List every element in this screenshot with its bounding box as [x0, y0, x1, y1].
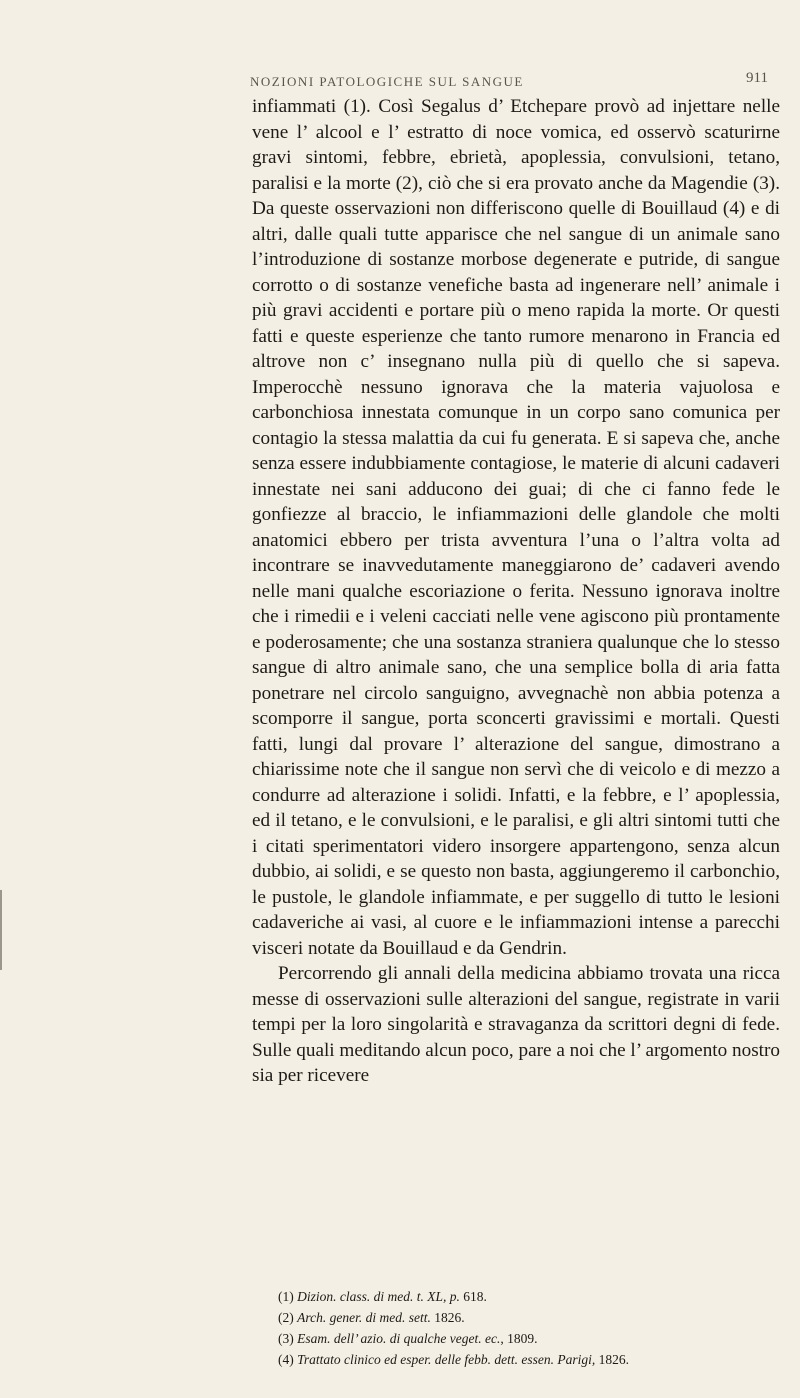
footnote-3: [278, 1328, 778, 1349]
page-number: 911: [746, 70, 768, 86]
footnote-2: [278, 1307, 778, 1328]
footnote-source: Trattato clinico ed esper. delle febb. dett. essen. Parigi,: [297, 1352, 596, 1367]
footnote-detail: 618.: [463, 1289, 487, 1304]
footnote-source: Esam. dell’ azio. di qualche veget. ec.: [297, 1331, 501, 1346]
footnote-marker: (3): [278, 1331, 294, 1346]
running-head: NOZIONI PATOLOGICHE SUL SANGUE: [250, 74, 524, 89]
footnote-1: [278, 1286, 778, 1307]
body-text: [252, 94, 780, 1089]
margin-rule: [0, 890, 2, 970]
footnote-detail: 1826.: [598, 1352, 629, 1367]
footnote-detail: 1826.: [434, 1310, 465, 1325]
footnote-source: Arch. gener. di med. sett.: [297, 1310, 431, 1325]
footnote-source: Dizion. class. di med. t. XL, p.: [297, 1289, 460, 1304]
footnote-marker: (1): [278, 1289, 294, 1304]
footnote-marker: (2): [278, 1310, 294, 1325]
paragraph-1: infiammati (1). Così Segalus d’ Etchepare provò ad injettare nelle vene l’ alcool e l’ estratto di noce vomica, ed osservò scaturirne gravi sintomi, febbre, ebrietà, apoplessia, convulsioni, tetano, paralisi e la morte (2), ciò che si era provato anche da Magendie (3). Da queste osservazioni non differiscono quelle di Bouillaud (4) e di altri, dalle quali tutte apparisce che nel sangue di un animale sano l’introduzione di sostanze morbose degenerate e putride, di sangue corrotto o di sostanze venefiche basta ad ingenerare nell’ animale i più gravi accidenti e portare più o meno rapida la morte. Or questi fatti e queste esperienze che tanto rumore menarono in Francia ed altrove non c’ insegnano nulla più di quello che si sapeva. Imperocchè nessuno ignorava che la materia vajuolosa e carbonchiosa innestata comunque in un corpo sano comunica per contagio la stessa malattia da cui fu generata. E si sapeva che, anche senza essere indubbiamente contagiose, le materie di alcuni cadaveri innestate nei sani adducono dei guai; di che ci fanno fede le gonfiezze al braccio, le infiammazioni delle glandole che molti anatomici ebbero per trista avventura l’una o l’altra volta ad incontrare se inavvedutamente maneggiarono de’ cadaveri avendo nelle mani qualche escoriazione o ferita. Nessuno ignorava inoltre che i rimedii e i veleni cacciati nelle vene agiscono più prontamente e poderosamente; che una sostanza straniera qualunque che lo stesso sangue di altro animale sano, che una semplice bolla di aria fatta ponetrare nel circolo sanguigno, avvegnachè non abbia potenza a scomporre il sangue, porta sconcerti gravissimi e mortali. Questi fatti, lungi dal provare l’ alterazione del sangue, dimostrano a chiarissime note che il sangue non servì che di veicolo e di mezzo a condurre ad alterazione i solidi. Infatti, e la febbre, e l’ apoplessia, ed il tetano, e le convulsioni, e le paralisi, e gli altri sintomi tutti che i citati sperimentatori videro insorgere appartengono, senza alcun dubbio, ai solidi, e se questo non basta, aggiungeremo il carbonchio, le pustole, le glandole infiammate, e per suggello di tutto le lesioni cadaveriche ai vasi, al cuore e le infiammazioni intense a parecchi visceri notate da Bouillaud e da Gendrin.: [252, 96, 780, 959]
footnote-marker: (4): [278, 1352, 294, 1367]
footnote-4: [278, 1349, 778, 1370]
footnote-detail: , 1809.: [500, 1331, 538, 1346]
paragraph-2: Percorrendo gli annali della medicina abbiamo trovata una ricca messe di osservazioni sulle alterazioni del sangue, registrate in varii tempi per la loro singolarità e stravaganza da scrittori degni di fede. Sulle quali meditando alcun poco, pare a noi che l’ argomento nostro sia per ricevere: [252, 963, 780, 1086]
footnotes: [278, 1286, 778, 1370]
